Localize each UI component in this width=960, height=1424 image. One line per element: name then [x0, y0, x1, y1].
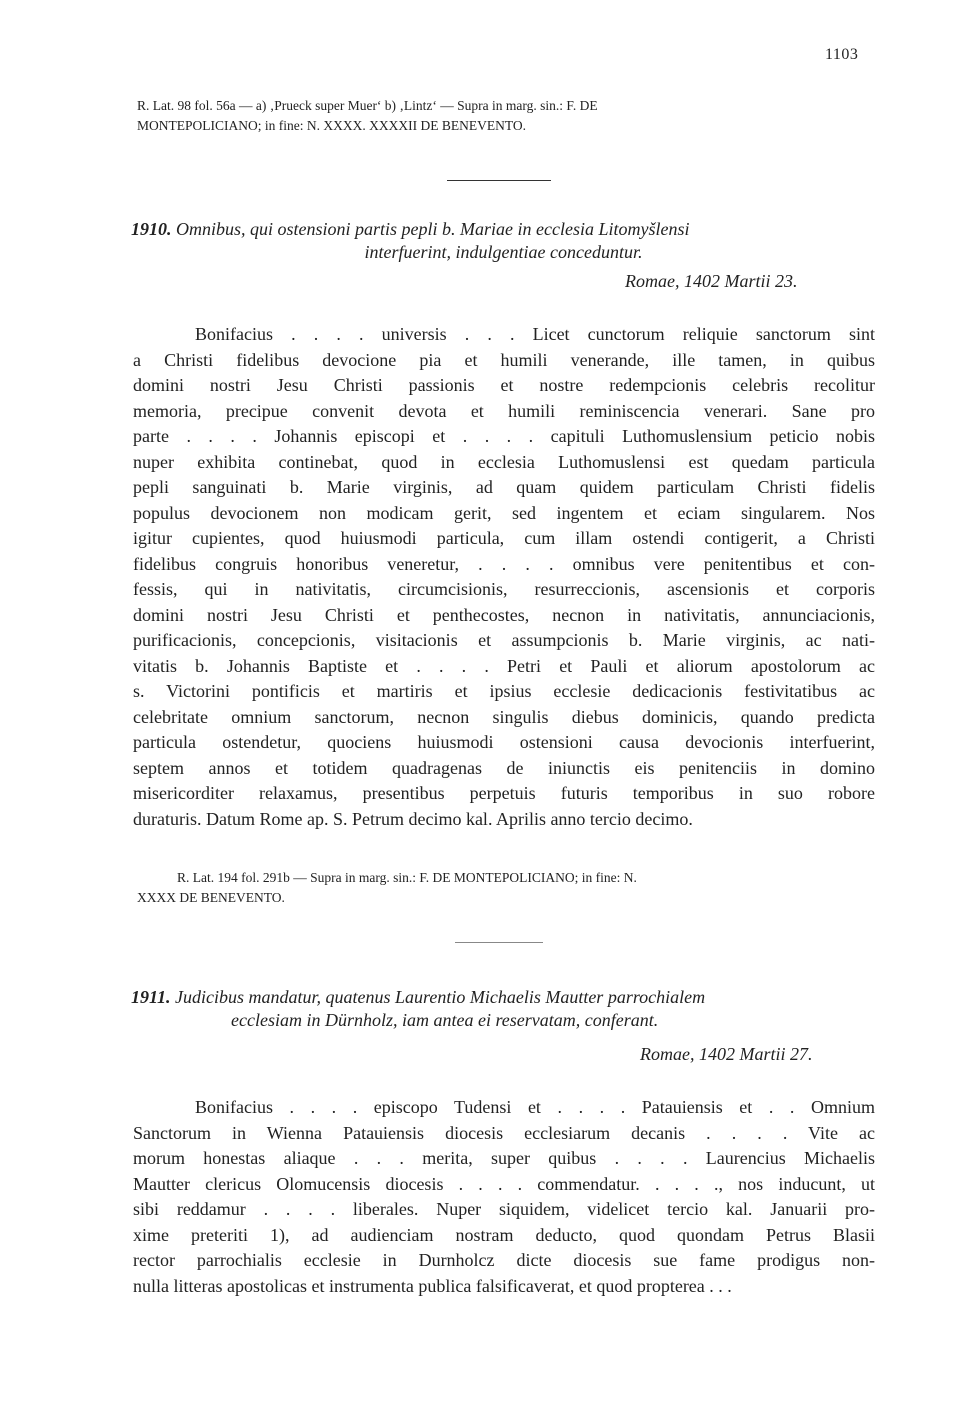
- text-line: misericorditer relaxamus, presentibus perpetuis futuris temporibus in suo robore: [133, 783, 875, 803]
- text-line: parte . . . . Johannis episcopi et . . . . capituli Luthomuslensium peticio nobis: [133, 426, 875, 446]
- text-line: fidelibus congruis honoribus veneretur, . . . . omnibus vere penitentibus et con-: [133, 553, 875, 574]
- note-line: XXXX DE BENEVENTO.: [137, 890, 285, 905]
- text-line: s. Victorini pontificis et martiris et ipsius ecclesie dedicacionis festivitatibus ac: [133, 681, 875, 701]
- text-line: fessis, qui in nativitatis, circumcisionis, resurreccionis, ascensionis et corporis: [133, 579, 875, 599]
- page-number: 1103: [825, 46, 859, 63]
- doc-heading-1910: [131, 218, 876, 264]
- text-line: a Christi fidelibus devocione pia et humili venerande, ille tamen, in quibus: [133, 349, 875, 370]
- text-line: Sanctorum in Wienna Patauiensis diocesis ecclesiarum decanis . . . . Vite ac: [133, 1122, 875, 1143]
- text-line: nuper exhibita continebat, quod in ecclesia Luthomuslensi est quedam particula: [133, 451, 875, 472]
- text-line: purificacionis, concepcionis, visitacionis et assumpcionis b. Marie virginis, ac nati-: [133, 630, 875, 650]
- text-line: Bonifacius . . . . episcopo Tudensi et . . . . Patauiensis et . . Omnium: [195, 1097, 875, 1117]
- note-line: R. Lat. 194 fol. 291b — Supra in marg. sin.: F. DE MONTEPOLICIANO; in fine: N.: [177, 870, 637, 885]
- text-line: duraturis. Datum Rome ap. S. Petrum decimo kal. Aprilis anno tercio decimo.: [133, 808, 693, 829]
- heading-line: Omnibus, qui ostensioni partis pepli b. Mariae in ecclesia Litomyšlensi: [171, 219, 690, 239]
- text-line: nulla litteras apostolicas et instrumenta publica falsificaverat, et quod propterea . . .: [133, 1275, 732, 1296]
- dateline-1910: Romae, 1402 Martii 23.: [625, 271, 798, 291]
- dateline-1911: Romae, 1402 Martii 27.: [640, 1044, 813, 1064]
- doc-heading-1911: [131, 986, 876, 1032]
- text-line: domini nostri Jesu Christi et penthecostes, necnon in nativitatis, annunciacionis,: [133, 604, 875, 625]
- source-note-1910-end: [137, 868, 882, 908]
- text-line: sibi reddamur . . . . liberales. Nuper siquidem, videlicet tercio kal. Januarii pro-: [133, 1199, 875, 1219]
- heading-line: ecclesiam in Dürnholz, iam antea ei reservatam, conferant.: [231, 1010, 659, 1030]
- source-note-1910: [137, 96, 877, 136]
- doc-number: 1911.: [131, 987, 171, 1007]
- text-line: xime preteriti 1), ad audienciam nostram deducto, quod quondam Petrus Blasii: [133, 1224, 875, 1245]
- text-line: septem annos et totidem quadragenas de iniunctis eis penitenciis in domino: [133, 757, 875, 778]
- doc-body-1910: [133, 322, 875, 832]
- text-line: rector parrochialis ecclesie in Durnholcz dicte diocesis sue fame prodigus non-: [133, 1250, 875, 1270]
- text-line: celebritate omnium sanctorum, necnon singulis diebus dominicis, quando predicta: [133, 706, 875, 727]
- text-line: pepli sanguinati b. Marie virginis, ad quam quidem particulam Christi fidelis: [133, 477, 875, 497]
- text-line: memoria, precipue convenit devota et humili reminiscencia venerari. Sane pro: [133, 400, 875, 421]
- text-line: igitur cupientes, quod huiusmodi particula, cum illam ostendi contigerit, a Christi: [133, 528, 875, 548]
- section-divider: [455, 942, 543, 943]
- heading-line: Judicibus mandatur, quatenus Laurentio Michaelis Mautter parrochialem: [170, 987, 706, 1007]
- text-line: populus devocionem non modicam gerit, sed ingentem et eciam singularem. Nos: [133, 502, 875, 523]
- doc-number: 1910.: [131, 219, 172, 239]
- text-line: Bonifacius . . . . universis . . . Licet cunctorum reliquie sanctorum sint: [195, 324, 875, 344]
- note-line: R. Lat. 98 fol. 56a — a) ‚Prueck super Muer‘ b) ‚Lintz‘ — Supra in marg. sin.: F. DE: [137, 98, 598, 113]
- text-line: domini nostri Jesu Christi passionis et nostre redempcionis celebris recolitur: [133, 375, 875, 395]
- text-line: vitatis b. Johannis Baptiste et . . . . Petri et Pauli et aliorum apostolorum ac: [133, 655, 875, 676]
- heading-line: interfuerint, indulgentiae conceduntur.: [364, 242, 643, 262]
- text-line: particula ostendetur, quociens huiusmodi ostensioni causa devocionis interfuerint,: [133, 732, 875, 752]
- note-line: MONTEPOLICIANO; in fine: N. XXXX. XXXXII DE BENEVENTO.: [137, 118, 526, 133]
- text-line: Mautter clericus Olomucensis diocesis . . . . commendatur. . . . ., nos inducunt, ut: [133, 1173, 875, 1194]
- section-divider: [447, 180, 551, 181]
- text-line: morum honestas aliaque . . . merita, super quibus . . . . Laurencius Michaelis: [133, 1148, 875, 1168]
- doc-body-1911: [133, 1095, 875, 1299]
